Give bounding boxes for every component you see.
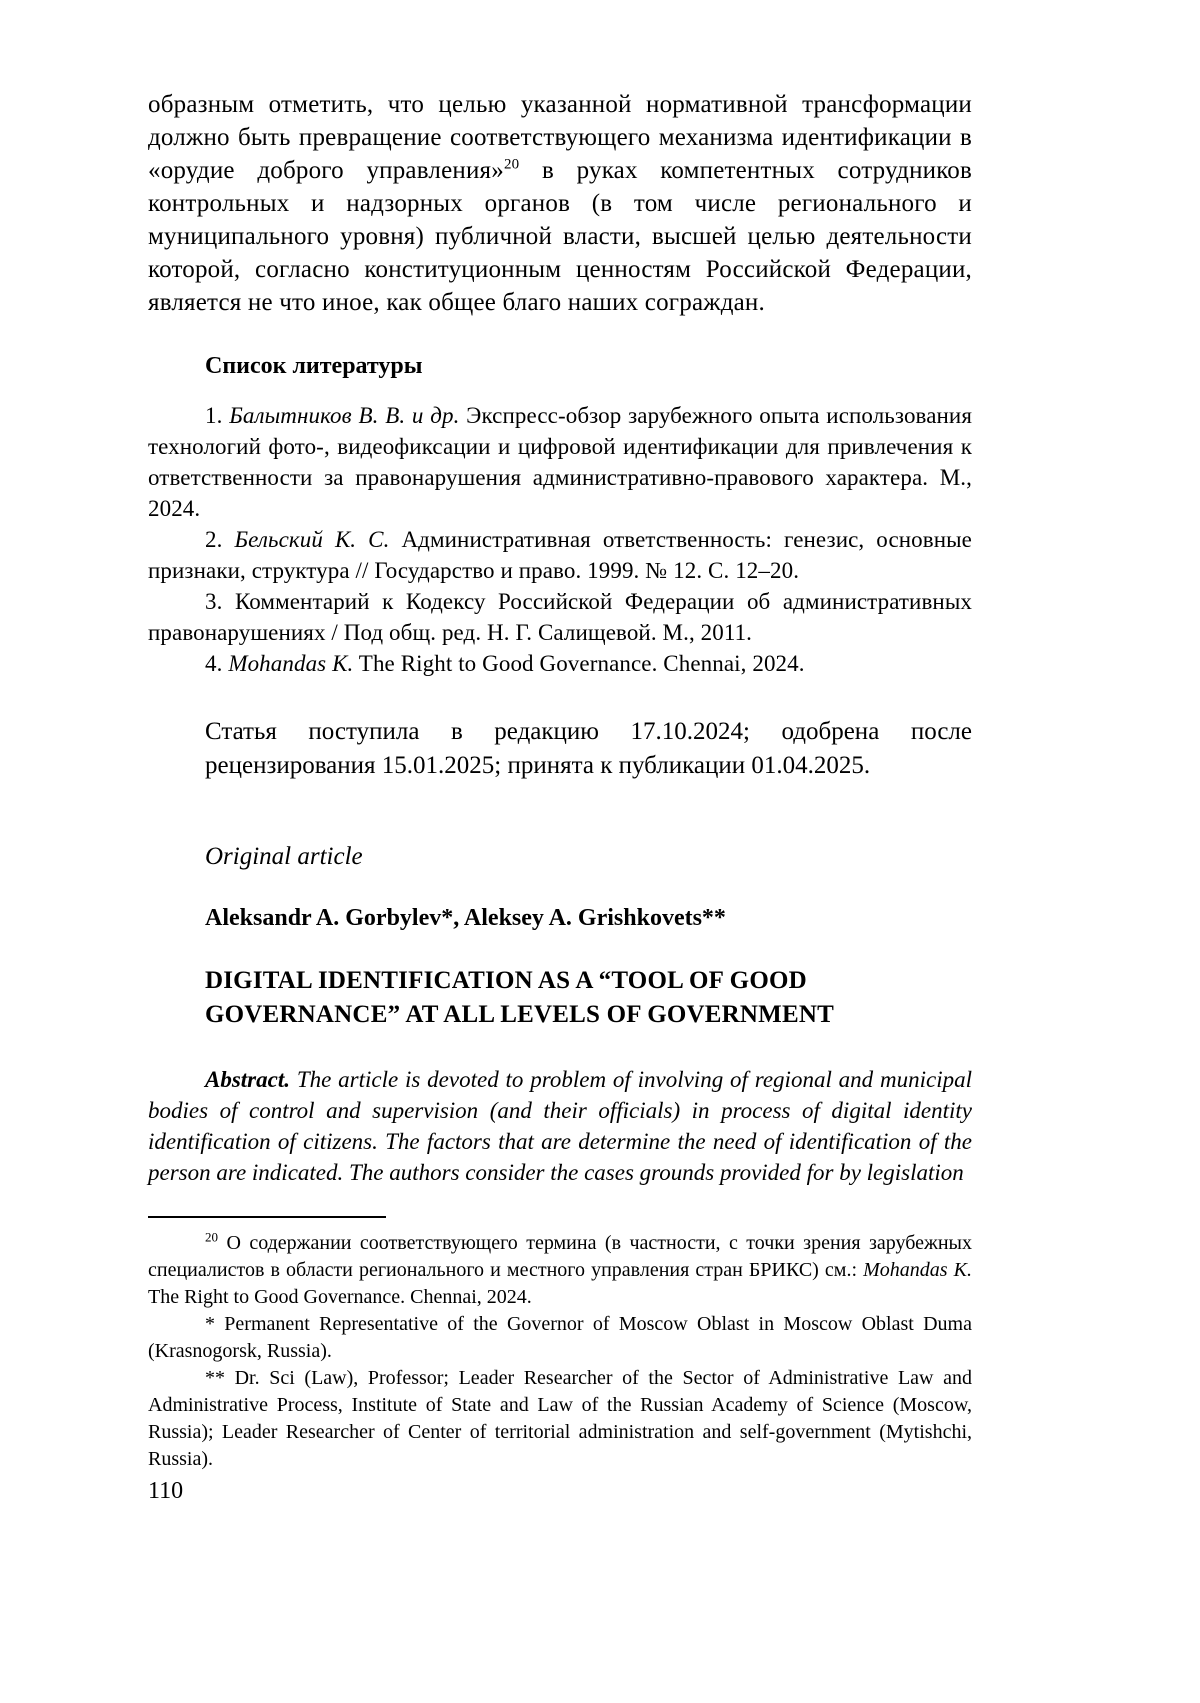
reference-author: Mohandas K. <box>228 651 354 676</box>
lead-paragraph-text-after: в руках компетентных сотрудников контрольных и надзорных органов (в том числе регионального и муниципального уровня) публичной власти, высшей целью деятельности которой, согласно конституционным ценностям Российской Федерации, является не что иное, как общее благо наших сограждан. <box>148 157 973 316</box>
abstract-paragraph <box>148 1064 972 1188</box>
article-type-label: Original article <box>205 843 363 870</box>
footnote-reference-20: 20 <box>503 156 520 173</box>
reference-author: Балытников В. В. и др. <box>229 403 460 428</box>
reference-text: The Right to Good Governance. Chennai, 2024. <box>353 651 805 676</box>
reference-number: 4. <box>205 651 229 676</box>
reference-item-3 <box>148 586 972 648</box>
article-title: DIGITAL IDENTIFICATION AS A “TOOL OF GOOD GOVERNANCE” AT ALL LEVELS OF GOVERNMENT <box>205 967 834 1028</box>
footnote-separator-rule <box>148 1216 386 1218</box>
reference-number: 3. <box>205 589 235 614</box>
reference-text: Экспресс-обзор зарубежного опыта использования технологий фото-, видеофиксации и цифровой идентификации для привлечения к ответственности за правонарушения административно-правового характера. М., 2024. <box>148 403 973 521</box>
lead-paragraph <box>148 88 972 319</box>
reference-item-2 <box>148 524 972 586</box>
lead-paragraph-text-before: образным отметить, что целью указанной нормативной трансформации должно быть превращение соответствующего механизма идентификации в «орудие доброго управления» <box>148 91 972 184</box>
reference-number: 1. <box>205 403 230 428</box>
reference-text: Административная ответственность: генезис, основные признаки, структура // Государство и право. 1999. № 12. С. 12–20. <box>148 527 972 583</box>
reference-item-4 <box>148 648 972 679</box>
footnote-20-italic: Mohandas K. <box>863 1259 972 1281</box>
page-number: 110 <box>148 1478 184 1504</box>
submission-note: Статья поступила в редакцию 17.10.2024; одобрена после рецензирования 15.01.2025; принята к публикации 01.04.2025. <box>205 718 972 779</box>
reference-item-1 <box>148 400 972 524</box>
footnote-double-star: ** Dr. Sci (Law), Professor; Leader Researcher of the Sector of Administrative Law and Administrative Process, Institute of State and Law of the Russian Academy of Science (Moscow, Russia); Leader Researcher of Center of territorial administration and self-government (Mytishchi, Russia). <box>148 1367 972 1470</box>
footnote-star: * Permanent Representative of the Governor of Moscow Oblast in Moscow Oblast Duma (Krasnogorsk, Russia). <box>148 1313 972 1362</box>
article-authors: Aleksandr A. Gorbylev*, Aleksey A. Grishkovets** <box>205 905 726 931</box>
abstract-label: Abstract. <box>205 1067 290 1092</box>
abstract-text: The article is devoted to problem of involving of regional and municipal bodies of control and supervision (and their officials) in process of digital identity identification of citizens. The factors that are determine the need of identification of the person are indicated. The authors consider the cases grounds provided for by legislation <box>148 1067 972 1185</box>
footnote-20-marker: 20 <box>205 1229 218 1245</box>
references-heading: Список литературы <box>205 353 423 379</box>
footnote-20-text-before: О содержании соответствующего термина (в частности, с точки зрения зарубежных специалистов в области регионального и местного управления стран БРИКС) см.: <box>148 1232 972 1281</box>
reference-author: Бельский К. С. <box>234 527 390 552</box>
footnote-20-text-after: The Right to Good Governance. Chennai, 2024. <box>148 1286 532 1308</box>
reference-text: Комментарий к Кодексу Российской Федерации об административных правонарушениях / Под общ. ред. Н. Г. Салищевой. М., 2011. <box>148 589 972 645</box>
footnote-20 <box>148 1230 972 1311</box>
reference-number: 2. <box>205 527 235 552</box>
